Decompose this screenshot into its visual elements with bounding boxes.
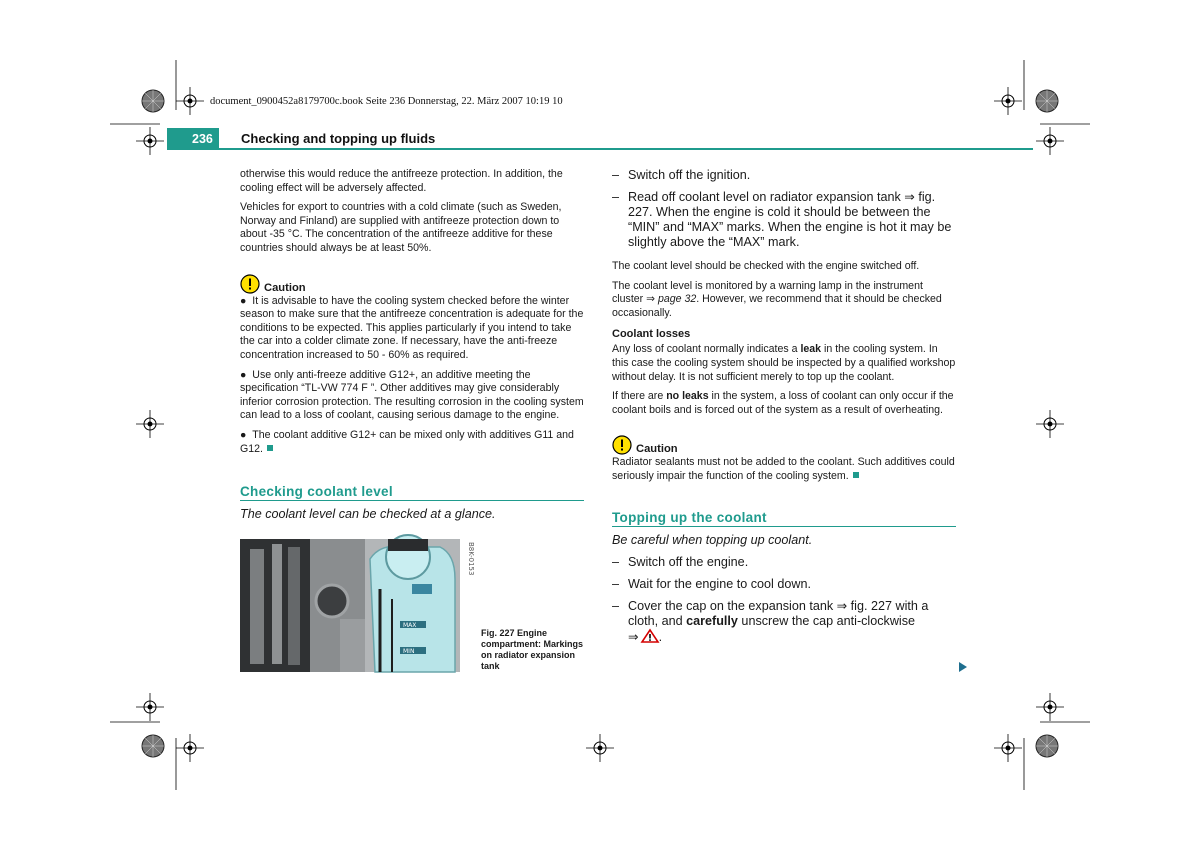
bullet-icon: ● — [240, 368, 253, 381]
losses-paragraph-1: Any loss of coolant normally indicates a leak in the cooling system. In this case the cooling system should be inspected by a qualified workshop without delay. It is not sufficient merely to top up the coolant. — [612, 343, 956, 383]
intro-paragraph-1: otherwise this would reduce the antifreeze protection. In addition, the cooling effect will be adversely affected. — [240, 168, 563, 194]
left-column — [240, 168, 584, 521]
step-item: – Cover the cap on the expansion tank ⇒ fig. 227 with a cloth, and carefully unscrew the cap anti-clockwise ⇒ . — [612, 598, 929, 644]
warning-triangle-icon — [641, 629, 659, 643]
header-rule — [167, 148, 1033, 150]
caution-icon — [612, 435, 632, 455]
page-number: 236 — [167, 128, 219, 150]
section-heading-checking: Checking coolant level — [240, 484, 584, 501]
step-item: – Read off coolant level on radiator expansion tank ⇒ fig. 227. When the engine is cold it should be between the “MIN” and “MAX” marks. When the engine is hot it may be slightly above the “MAX” mark. — [612, 190, 952, 249]
coolant-losses-heading: Coolant losses — [612, 328, 691, 341]
end-marker-icon — [853, 472, 859, 478]
figure-code: B8K-0153 — [467, 542, 475, 576]
bullet-icon: ● — [240, 428, 253, 441]
step-item: – Switch off the ignition. — [612, 168, 751, 182]
section-heading-topping: Topping up the coolant — [612, 510, 956, 527]
caution-item: ● It is advisable to have the cooling system checked before the winter season to make sure that the antifreeze concentration is adequate for the conditions to be expected. This applies particularly if you intend to take the car into a colder climate zone. If necessary, have the anti-freeze concentration increased to 50 - 60% as required. — [240, 294, 584, 361]
intro-paragraph-2: Vehicles for export to countries with a cold climate (such as Sweden, Norway and Finland) are supplied with antifreeze protection down to about -35 °C. The concentration of the antifreeze additive for these countries should always be at least 50%. — [240, 201, 562, 254]
losses-paragraph-2: If there are no leaks in the system, a loss of coolant can only occur if the coolant boils and is forced out of the system as a result of overheating. — [612, 390, 954, 416]
step-item: – Switch off the engine. — [612, 554, 749, 569]
max-mark-label: MAX — [403, 622, 417, 629]
note-paragraph-1: The coolant level should be checked with the engine switched off. — [612, 260, 920, 272]
caution-title-right: Caution — [636, 443, 678, 456]
caution-text-right: Radiator sealants must not be added to the coolant. Such additives could seriously impair the function of the cooling system. — [612, 456, 955, 482]
step-item: – Wait for the engine to cool down. — [612, 576, 811, 591]
next-page-arrow-icon — [958, 662, 968, 672]
right-column — [612, 168, 956, 652]
caution-header-right — [612, 435, 956, 455]
caution-title: Caution — [264, 281, 306, 294]
min-mark-label: MIN — [403, 648, 415, 655]
end-marker-icon — [267, 445, 273, 451]
engine-compartment-figure — [240, 539, 475, 672]
page-reference-link[interactable]: page 32 — [657, 293, 697, 306]
caution-header — [240, 274, 584, 294]
section-lead-checking: The coolant level can be checked at a glance. — [240, 507, 496, 522]
page-title: Checking and topping up fluids — [241, 131, 436, 146]
bullet-icon: ● — [240, 294, 253, 307]
note-paragraph-2: The coolant level is monitored by a warning lamp in the instrument cluster ⇒ page 32. However, we recommend that it should be checked occasionally. — [612, 279, 942, 319]
file-info: document_0900452a8179700c.book Seite 236 Donnerstag, 22. März 2007 10:19 10 — [210, 96, 563, 107]
caution-icon — [240, 274, 260, 294]
section-lead-topping: Be careful when topping up coolant. — [612, 532, 813, 547]
caution-item: ● The coolant additive G12+ can be mixed only with additives G11 and G12. — [240, 428, 574, 455]
caution-item: ● Use only anti-freeze additive G12+, an additive meeting the specification “TL-VW 774 F ”. Other additives may give considerably inferior corrosion protection. The resulting corrosion in the cooling system can lead to a loss of coolant, causing serious damage to the engine. — [240, 368, 584, 422]
figure-caption: Fig. 227 Engine compartment: Markings on radiator expansion tank — [481, 628, 584, 671]
